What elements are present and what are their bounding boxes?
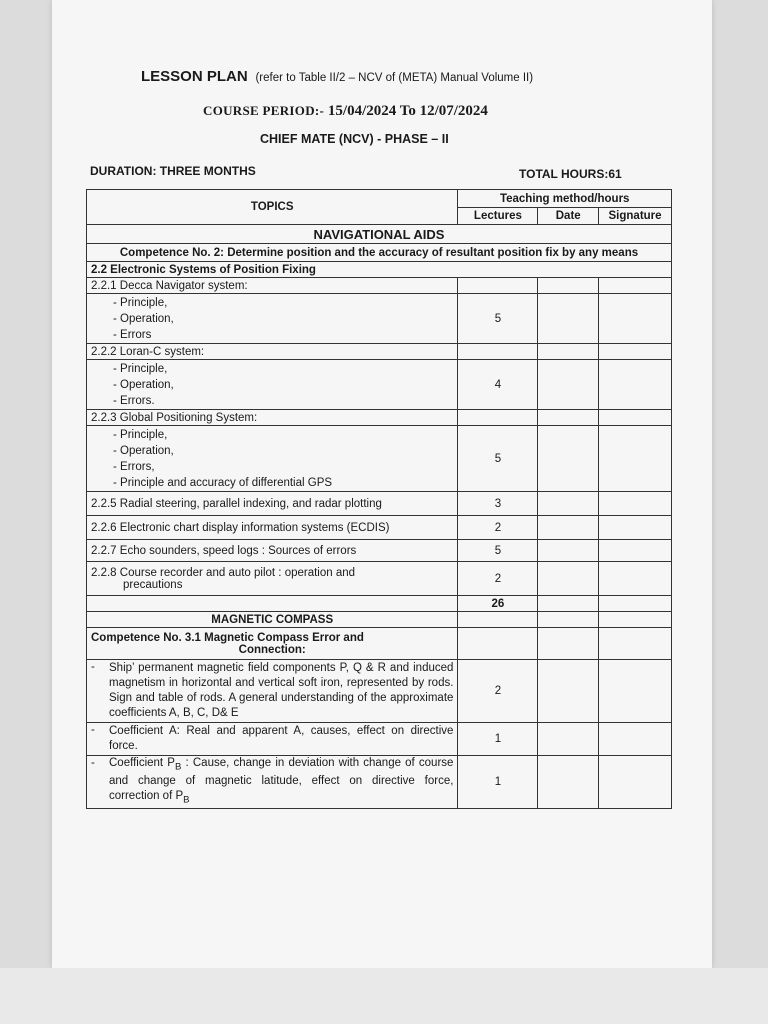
topic-subitems [87,426,458,492]
lectures-value: 4 [458,360,538,410]
subtotal-value: 26 [458,596,538,612]
topic-text: Coefficient $P_B$ : Cause, change in deviation with change of course and change of magnetic latitude, effect on directive force, correction of $P_B$ [109,757,454,806]
lectures-value: 1 [458,756,538,809]
table-row [87,660,672,723]
lectures-value: 5 [458,540,538,562]
topic-title: 2.2.5 Radial steering, parallel indexing, and radar plotting [87,492,458,516]
list-item: - Principle, [113,427,453,443]
competence-row [87,628,672,660]
topic-subitems [87,294,458,344]
course-period-label: COURSE PERIOD:- [203,103,325,118]
col-teaching-method: Teaching method/hours [458,190,672,208]
list-item: - Principle, [113,295,453,311]
topic-title: 2.2.7 Echo sounders, speed logs : Sources of errors [87,540,458,562]
dash-marker: - [91,757,95,769]
background-surface [0,968,768,1024]
competence-row [87,244,672,262]
topic-line: 2.2.8 Course recorder and auto pilot : operation and [91,566,356,579]
topic-title: 2.2.2 Loran-C system: [87,344,458,360]
table-row [87,278,672,294]
table-row [87,492,672,516]
section-row [87,225,672,244]
total-hours: TOTAL HOURS:61 [519,167,622,181]
table-row [87,562,672,596]
competence-title: Competence No. 2: Determine position and the accuracy of resultant position fix by any means [87,244,672,262]
course-period-value: 15/04/2024 To 12/07/2024 [327,103,488,119]
page-title [141,68,533,85]
subsection-row [87,262,672,278]
duration: DURATION: THREE MONTHS [90,164,256,178]
table-row [87,426,672,492]
topic-title: 2.2.3 Global Positioning System: [87,410,458,426]
section-title: NAVIGATIONAL AIDS [87,225,672,244]
topic-title [87,723,458,756]
dash-marker: - [91,724,95,736]
table-row [87,344,672,360]
lectures-value: 5 [458,294,538,344]
section-title: MAGNETIC COMPASS [87,612,458,628]
dash-marker: - [91,661,95,673]
lectures-value: 2 [458,562,538,596]
lesson-plan-table [86,189,672,809]
table-row [87,360,672,410]
topic-title [87,756,458,809]
lectures-value: 5 [458,426,538,492]
list-item: - Principle, [113,361,453,377]
competence-line: Competence No. 3.1 Magnetic Compass Error and [91,631,364,644]
competence-title [87,628,458,660]
lectures-value: 1 [458,723,538,756]
topic-text: Coefficient A: Real and apparent A, causes, effect on directive force. [109,725,454,752]
section-row [87,612,672,628]
table-row [87,723,672,756]
topic-title [87,660,458,723]
lectures-value: 2 [458,660,538,723]
title-reference: (refer to Table II/2 – NCV of (META) Manual Volume II) [255,72,534,84]
list-item: - Operation, [113,311,453,327]
col-topics: TOPICS [87,190,458,225]
lectures-value: 3 [458,492,538,516]
list-item: - Errors, [113,459,453,475]
subtotal-row [87,596,672,612]
table-row [87,410,672,426]
topic-title: 2.2.1 Decca Navigator system: [87,278,458,294]
list-item: - Errors. [113,393,453,409]
topic-title: 2.2.6 Electronic chart display information systems (ECDIS) [87,516,458,540]
course-period [203,103,488,120]
col-signature: Signature [599,208,672,225]
subsection-title: 2.2 Electronic Systems of Position Fixing [87,262,672,278]
competence-line: Connection: [238,643,306,656]
topic-subitems [87,360,458,410]
table-row [87,540,672,562]
topic-line: precautions [123,578,183,591]
list-item: - Principle and accuracy of differential GPS [113,475,453,491]
list-item: - Operation, [113,443,453,459]
col-lectures: Lectures [458,208,538,225]
table-row [87,294,672,344]
table-row [87,516,672,540]
header-row [87,190,672,208]
course-phase: CHIEF MATE (NCV) - PHASE – II [260,132,449,146]
topic-title [87,562,458,596]
title-text: LESSON PLAN [141,68,248,85]
table-row [87,756,672,809]
topic-text: Ship’ permanent magnetic field components P, Q & R and induced magnetism in horizontal and vertical soft iron, represented by rods. Sign and table of rods. A general understanding of the approximate coefficients A, B, C, D& E [109,662,454,719]
col-date: Date [538,208,599,225]
list-item: - Errors [113,327,453,343]
lectures-value: 2 [458,516,538,540]
list-item: - Operation, [113,377,453,393]
